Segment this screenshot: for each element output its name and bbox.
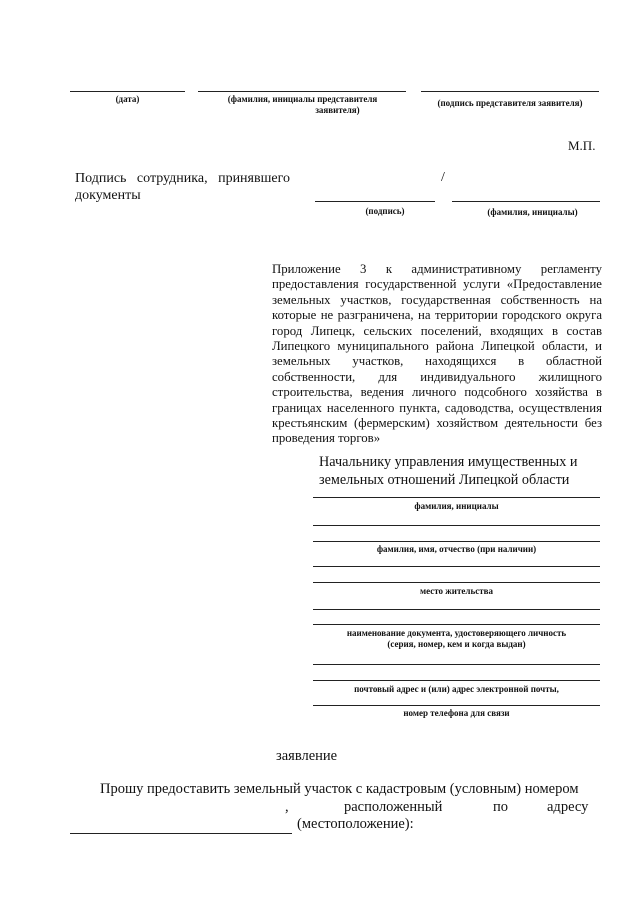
appendix-line: земельных участков, находящихся в областной [272,354,602,369]
appendix-line: строительства, ведения личного подсобного хозяйства в [272,385,602,400]
statement-title: заявление [276,748,338,764]
statement-located: расположенный [344,799,443,815]
appendix-line: границах населенного пункта, садоводства, осуществления [272,400,602,415]
addressee-line1: Начальнику управления имущественных и [319,454,578,470]
employee-signature-label-line1: Подпись сотрудника, принявшего [75,171,290,186]
appendix-line: земельных участков, государственная собственность на [272,292,602,307]
id-document-caption-line2: (серия, номер, кем и когда выдан) [387,639,526,649]
statement-by: по [493,799,509,815]
phone-caption: номер телефона для связи [403,708,510,718]
phone-line [313,705,600,706]
full-name-caption: фамилия, имя, отчество (при наличии) [376,544,537,554]
representative-name-line [198,91,406,92]
postal-email-line [313,680,600,681]
employee-signature-label [75,170,315,204]
field-line [313,609,600,610]
representative-name-caption-line2: заявителя) [315,105,360,115]
field-line [313,664,600,665]
statement-comma: , [285,799,289,815]
representative-name-caption-line1: (фамилия, инициалы представителя [227,94,378,104]
appendix-text [272,262,602,447]
location-blank-line [70,833,292,834]
name-initials-line [313,497,600,498]
id-document-caption [313,628,600,650]
field-line [313,566,600,567]
appendix-line: предоставления государственной услуги «Предоставление [272,277,602,292]
postal-email-caption: почтовый адрес и (или) адрес электронной почты, [354,684,559,694]
seal-mark: М.П. [568,138,596,153]
employee-name-line [452,201,600,202]
residence-line [313,582,600,583]
employee-signature-label-line2: документы [75,188,141,203]
statement-address: адресу [547,799,589,815]
id-document-line [313,624,600,625]
appendix-line: Приложение 3 к административному регламенту [272,262,602,276]
appendix-line: которые не разграничена, на территории городского округа [272,308,602,323]
appendix-last-line: проведения торгов» [272,431,381,446]
field-line [313,525,600,526]
employee-signature-caption: (подпись) [365,206,405,216]
residence-caption: место жительства [420,586,493,596]
id-document-caption-line1: наименование документа, удостоверяющего личность [346,628,567,638]
statement-line1: Прошу предоставить земельный участок с кадастровым (условным) номером [100,781,579,797]
representative-signature-line [421,91,599,92]
representative-signature-caption: (подпись представителя заявителя) [437,98,583,108]
appendix-line: собственности, для индивидуального жилищного [272,369,602,384]
addressee [319,453,604,489]
slash-separator: / [441,170,445,185]
full-name-line [313,541,600,542]
addressee-line2: земельных отношений Липецкой области [319,472,570,488]
employee-signature-line [315,201,435,202]
date-line [70,91,185,92]
representative-name-caption [205,94,400,116]
statement-location: (местоположение): [297,816,414,832]
date-caption: (дата) [115,94,140,104]
name-initials-caption: фамилия, инициалы [414,501,499,511]
appendix-line: Липецкого муниципального района Липецкой области, и [272,339,602,354]
employee-name-caption: (фамилия, инициалы) [487,207,578,217]
appendix-line: город Липецк, сельских поселений, входящих в состав [272,323,602,338]
appendix-line: крестьянским (фермерским) хозяйством деятельности без [272,416,602,431]
